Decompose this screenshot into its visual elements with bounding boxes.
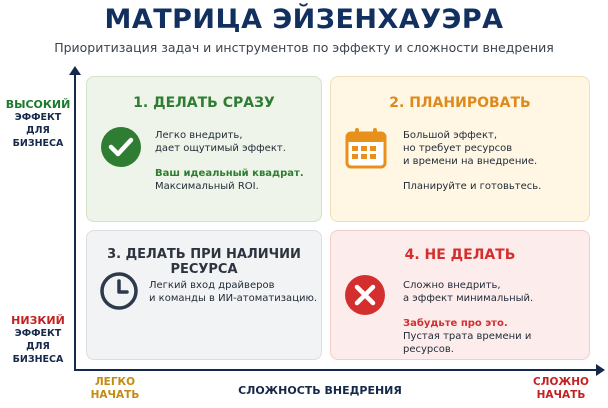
q2-line3: и времени на внедрение. <box>403 156 538 167</box>
y-axis-high-label <box>2 98 74 150</box>
quadrant-do-now <box>86 76 322 222</box>
y-high-line2: ДЛЯ БИЗНЕСА <box>12 125 64 149</box>
quadrant-text <box>403 129 583 193</box>
q1-highlight: Ваш идеальный квадрат. <box>155 168 304 179</box>
x-axis-line <box>74 369 598 371</box>
quadrant-title: 3. ДЕЛАТЬ ПРИ НАЛИЧИИ РЕСУРСА <box>107 247 301 277</box>
q4-line1: Сложно внедрить, <box>403 280 501 291</box>
q4-highlight: Забудьте про это. <box>403 318 508 329</box>
y-high-head: ВЫСОКИЙ <box>5 98 71 111</box>
y-low-line2: ДЛЯ БИЗНЕСА <box>12 341 64 365</box>
q1-line3: Максимальный ROI. <box>155 181 259 192</box>
quadrant-title: 1. ДЕЛАТЬ СРАЗУ <box>133 95 275 111</box>
y-high-line1: ЭФФЕКТ <box>14 112 62 123</box>
page-subtitle: Приоритизация задач и инструментов по эффекту и сложности внедрения <box>54 40 554 55</box>
q1-line2: дает ощутимый эффект. <box>155 143 286 154</box>
q2-line2: но требует ресурсов <box>403 143 513 154</box>
cross-circle-icon <box>343 273 387 321</box>
quadrant-title: 4. НЕ ДЕЛАТЬ <box>404 247 516 263</box>
x-axis-title: СЛОЖНОСТЬ ВНЕДРЕНИЯ <box>238 384 402 397</box>
quadrant-text <box>155 129 315 193</box>
q2-line1: Большой эффект, <box>403 130 497 141</box>
q3-line2: и команды в ИИ-атоматизацию. <box>149 293 318 304</box>
y-axis-line <box>74 70 76 370</box>
clock-icon <box>99 271 139 315</box>
quadrant-text <box>403 279 585 356</box>
q4-line3: Пустая трата времени и ресурсов. <box>403 331 532 355</box>
calendar-icon <box>343 125 389 175</box>
x-easy-line2: НАЧАТЬ <box>90 389 140 401</box>
y-axis-low-label <box>2 314 74 366</box>
page-title: МАТРИЦА ЭЙЗЕНХАУЭРА <box>104 4 504 35</box>
x-hard-line2: НАЧАТЬ <box>536 389 586 401</box>
y-axis-arrow-icon <box>69 66 81 75</box>
x-axis-easy-label <box>80 376 150 402</box>
quadrant-title: 2. ПЛАНИРОВАТЬ <box>389 95 531 111</box>
y-low-head: НИЗКИЙ <box>11 314 65 327</box>
x-axis-hard-label <box>518 376 604 402</box>
x-axis-arrow-icon <box>596 364 605 376</box>
q4-line2: а эффект минимальный. <box>403 293 534 304</box>
x-hard-line1: СЛОЖНО <box>533 376 589 388</box>
q3-line1: Легкий вход драйверов <box>149 280 275 291</box>
quadrant-text <box>149 279 319 305</box>
q2-line4: Планируйте и готовьтесь. <box>403 181 542 192</box>
quadrant-dont-do <box>330 230 590 360</box>
quadrant-do-if-resources <box>86 230 322 360</box>
q1-line1: Легко внедрить, <box>155 130 243 141</box>
x-easy-line1: ЛЕГКО <box>94 376 136 388</box>
y-low-line1: ЭФФЕКТ <box>14 328 62 339</box>
quadrant-plan <box>330 76 590 222</box>
checkmark-circle-icon <box>99 125 143 173</box>
